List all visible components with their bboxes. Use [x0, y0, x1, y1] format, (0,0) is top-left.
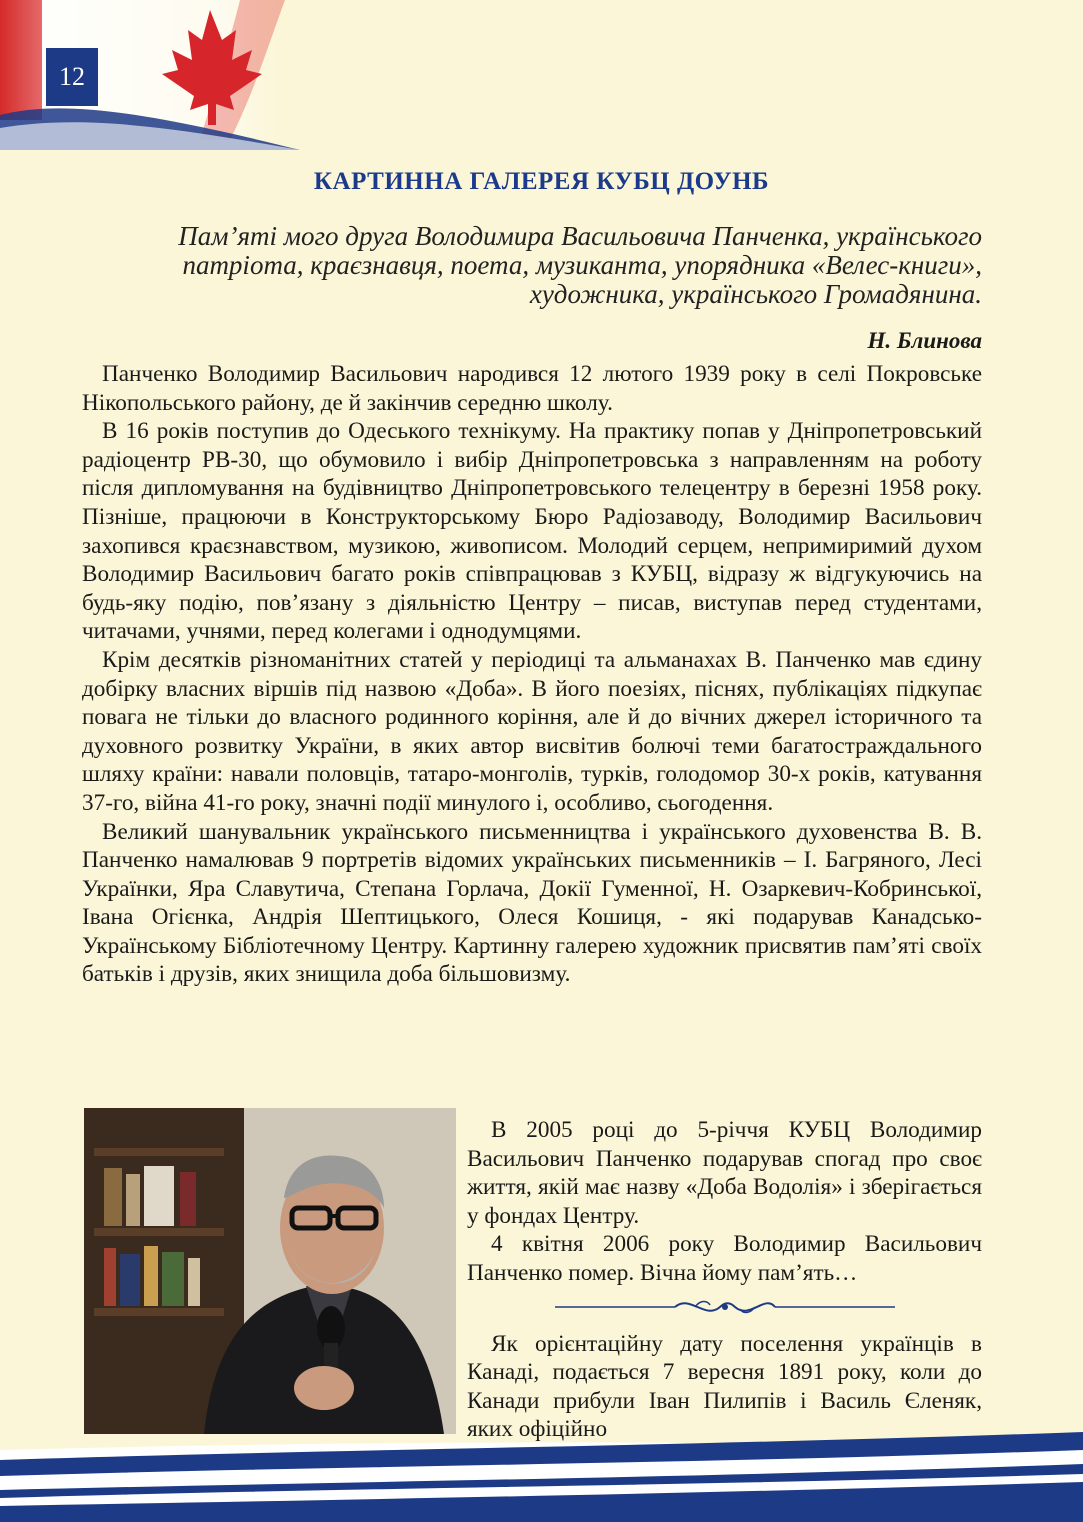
- paragraph: Панченко Володимир Васильович народився 12 лютого 1939 року в селі Покровське Нікопольського району, де й закінчив середню школу.: [82, 361, 982, 416]
- dedication: [100, 222, 982, 309]
- flourish-divider-icon: [555, 1294, 895, 1320]
- paragraph: В 2005 році до 5-річчя КУБЦ Володимир Васильович Панченко подарував спогад про своє життя, якій має назву «Доба Водолія» і зберігається у фондах Центру.: [467, 1117, 982, 1229]
- footer-wave-decoration: [0, 1420, 1083, 1522]
- dedication-line: художника, українського Громадянина.: [529, 279, 982, 309]
- dedication-line: патріота, краєзнавця, поета, музиканта, упорядника «Велес-книги»,: [182, 250, 982, 280]
- article-title: КАРТИННА ГАЛЕРЕЯ КУБЦ ДОУНБ: [313, 168, 770, 195]
- paragraph: 4 квітня 2006 року Володимир Васильович Панченко помер. Вічна йому пам’ять…: [467, 1231, 982, 1286]
- page-number: 12: [46, 48, 98, 106]
- article-body: [82, 360, 982, 989]
- portrait-photo: [84, 1108, 456, 1434]
- paragraph: Як орієнтаційну дату поселення українців в Канаді, подається 7 вересня 1891 року, коли до Канади прибули Іван Пилипів і Василь Єленяк, яких офіційно: [467, 1330, 982, 1443]
- author-name: Н. Блинова: [867, 328, 982, 353]
- side-column: [467, 1116, 982, 1444]
- paragraph: Великий шанувальник українського письменництва і українського духовенства В. В. Панченко намалював 9 портретів відомих українських письменників – І. Багряного, Лесі Українки, Яра Славутича, Степана Горлача, Докії Гуменної, Н. Озаркевич-Кобринської, Івана Огієнка, Андрія Шептицького, Олеся Кошиця, - які подарував Канадсько-Українському Бібліотечному Центру. Картинну галерею художник присвятив пам’яті своїх батьків і друзів, яких знищила доба більшовизму.: [82, 818, 982, 988]
- paragraph: Крім десятків різноманітних статей у періодиці та альманахах В. Панченко мав єдину добірку власних віршів під назвою «Доба». В його поезіях, піснях, публікаціях підкупає повага не тільки до власного родинного коріння, але й до вічних джерел історичного та духовного розвитку України, в яких автор висвітив болючі теми багатостраждального шляху країни: навали половців, татаро-монголів, турків, голодомор 30-х років, катування 37-го, війна 41-го року, значні події минулого і, особливо, сьогодення.: [82, 646, 982, 816]
- paragraph: В 16 років поступив до Одеського технікуму. На практику попав у Дніпропетровський радіоцентр РВ-30, що обумовило і вибір Дніпропетровська з направленням на роботу після дипломування на будівництво Дніпропетровського телецентру в березні 1958 року. Пізніше, працюючи в Конструкторському Бюро Радіозаводу, Володимир Васильович захопився краєзнавством, музикою, живописом. Молодий серцем, непримиримий духом Володимир Васильович багато років співпрацював з КУБЦ, відразу ж відгукуючись на будь-яку подію, пов’язану з діяльністю Центру – писав, виступав перед студентами, читачами, учнями, перед колегами і однодумцями.: [82, 418, 982, 645]
- canada-flag-icon: [0, 0, 300, 150]
- dedication-line: Пам’яті мого друга Володимира Васильовича Панченка, українського: [178, 221, 982, 251]
